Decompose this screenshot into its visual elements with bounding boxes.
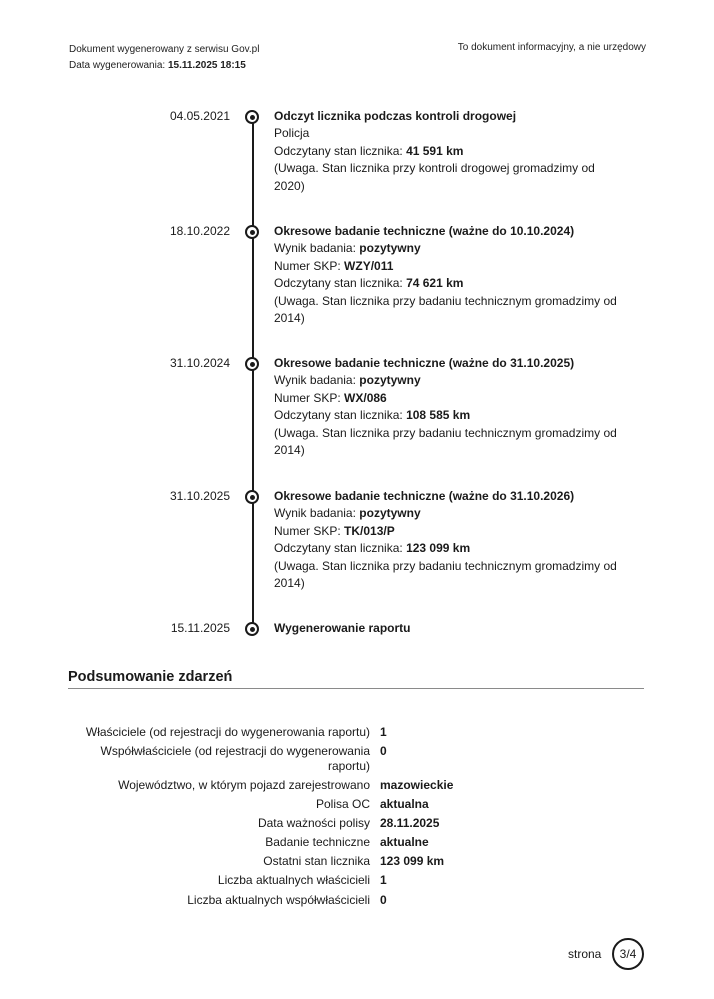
- event-date: 31.10.2025: [169, 489, 230, 503]
- event-result: [274, 372, 619, 389]
- odometer-value: 74 621 km: [406, 276, 464, 291]
- skp-label: Numer SKP:: [274, 390, 341, 405]
- summary-label: Właściciele (od rejestracji do wygenerowania raportu): [85, 725, 370, 739]
- summary-value: aktualne: [380, 835, 429, 849]
- event-skp: [274, 258, 619, 275]
- result-label: Wynik badania:: [274, 373, 356, 388]
- summary-label: Badanie techniczne: [265, 835, 370, 849]
- summary-value: 1: [380, 873, 387, 887]
- summary-label: Data ważności polisy: [257, 816, 370, 830]
- summary-value: 123 099 km: [380, 854, 445, 868]
- event-note: (Uwaga. Stan licznika przy badaniu technicznym gromadzimy od 2014): [274, 558, 617, 591]
- skp-label: Numer SKP:: [274, 258, 341, 273]
- event-odometer: [274, 407, 619, 424]
- event-details: [274, 488, 619, 592]
- event-note: (Uwaga. Stan licznika przy badaniu technicznym gromadzimy od 2014): [274, 425, 617, 458]
- generated-from-text: Dokument wygenerowany z serwisu Gov.pl: [69, 44, 260, 55]
- event-source: Policja: [274, 126, 310, 141]
- summary-value: mazowieckie: [380, 778, 454, 792]
- event-details: [274, 108, 619, 195]
- summary-value: 1: [380, 725, 387, 739]
- event-skp: [274, 390, 619, 407]
- summary-value: aktualna: [380, 797, 429, 811]
- event-odometer: [274, 143, 619, 160]
- event-result: [274, 240, 619, 257]
- skp-value: TK/013/P: [344, 523, 395, 538]
- event-note: (Uwaga. Stan licznika przy kontroli drogowej gromadzimy od 2020): [274, 161, 595, 193]
- event-details: [274, 355, 619, 459]
- summary-value: 0: [380, 744, 387, 758]
- odometer-label: Odczytany stan licznika:: [274, 408, 403, 423]
- event-title: Okresowe badanie techniczne (ważne do 31.10.2025): [274, 356, 575, 370]
- summary-value: 28.11.2025: [380, 816, 440, 830]
- odometer-value: 41 591 km: [406, 143, 464, 158]
- event-skp: [274, 523, 619, 540]
- page-indicator: [568, 938, 648, 970]
- event-details: [274, 620, 619, 637]
- event-date: 18.10.2022: [169, 224, 230, 238]
- summary-label: Województwo, w którym pojazd zarejestrowano: [118, 778, 370, 792]
- summary-label: Liczba aktualnych współwłaścicieli: [187, 893, 370, 907]
- summary-label: Liczba aktualnych właścicieli: [217, 873, 370, 887]
- generation-date-line: [69, 58, 259, 74]
- event-details: [274, 223, 619, 327]
- timeline-dot-icon: [245, 622, 259, 636]
- skp-label: Numer SKP:: [274, 523, 341, 538]
- odometer-label: Odczytany stan licznika:: [274, 143, 403, 158]
- generation-date-label: Data wygenerowania:: [69, 60, 166, 71]
- skp-value: WX/086: [344, 390, 387, 405]
- timeline-line: [252, 115, 254, 628]
- timeline-dot-icon: [245, 490, 259, 504]
- timeline-dot-icon: [245, 357, 259, 371]
- result-label: Wynik badania:: [274, 241, 356, 256]
- odometer-label: Odczytany stan licznika:: [274, 276, 403, 291]
- odometer-value: 108 585 km: [406, 408, 471, 423]
- event-result: [274, 505, 619, 522]
- page-number: 3/4: [612, 938, 644, 970]
- result-value: pozytywny: [359, 373, 421, 388]
- event-title: Okresowe badanie techniczne (ważne do 31.10.2026): [274, 489, 575, 503]
- odometer-value: 123 099 km: [406, 541, 471, 556]
- event-date: 31.10.2024: [169, 356, 230, 370]
- summary-section-title: Podsumowanie zdarzeń: [68, 669, 644, 689]
- result-value: pozytywny: [359, 241, 421, 256]
- event-title: Odczyt licznika podczas kontroli drogowej: [274, 109, 517, 123]
- event-note: (Uwaga. Stan licznika przy badaniu technicznym gromadzimy od 2014): [274, 293, 617, 326]
- event-date: 04.05.2021: [169, 109, 230, 123]
- document-header-left: [69, 42, 259, 74]
- summary-label: Współwłaściciele (od rejestracji do wygenerowania raportu): [100, 744, 370, 773]
- event-title: Wygenerowanie raportu: [274, 621, 411, 635]
- result-value: pozytywny: [359, 506, 421, 521]
- event-odometer: [274, 275, 619, 292]
- summary-label: Polisa OC: [315, 797, 370, 811]
- generation-date-value: 15.11.2025 18:15: [167, 60, 246, 71]
- summary-label: Ostatni stan licznika: [263, 854, 370, 868]
- skp-value: WZY/011: [344, 258, 394, 273]
- result-label: Wynik badania:: [274, 506, 356, 521]
- event-odometer: [274, 540, 619, 557]
- odometer-label: Odczytany stan licznika:: [274, 541, 403, 556]
- timeline-dot-icon: [245, 110, 259, 124]
- event-title: Okresowe badanie techniczne (ważne do 10.10.2024): [274, 224, 575, 238]
- summary-value: 0: [380, 893, 387, 907]
- timeline-dot-icon: [245, 225, 259, 239]
- event-date: 15.11.2025: [170, 621, 230, 635]
- disclaimer-text: To dokument informacyjny, a nie urzędowy: [457, 42, 646, 53]
- page-label: strona: [568, 947, 602, 961]
